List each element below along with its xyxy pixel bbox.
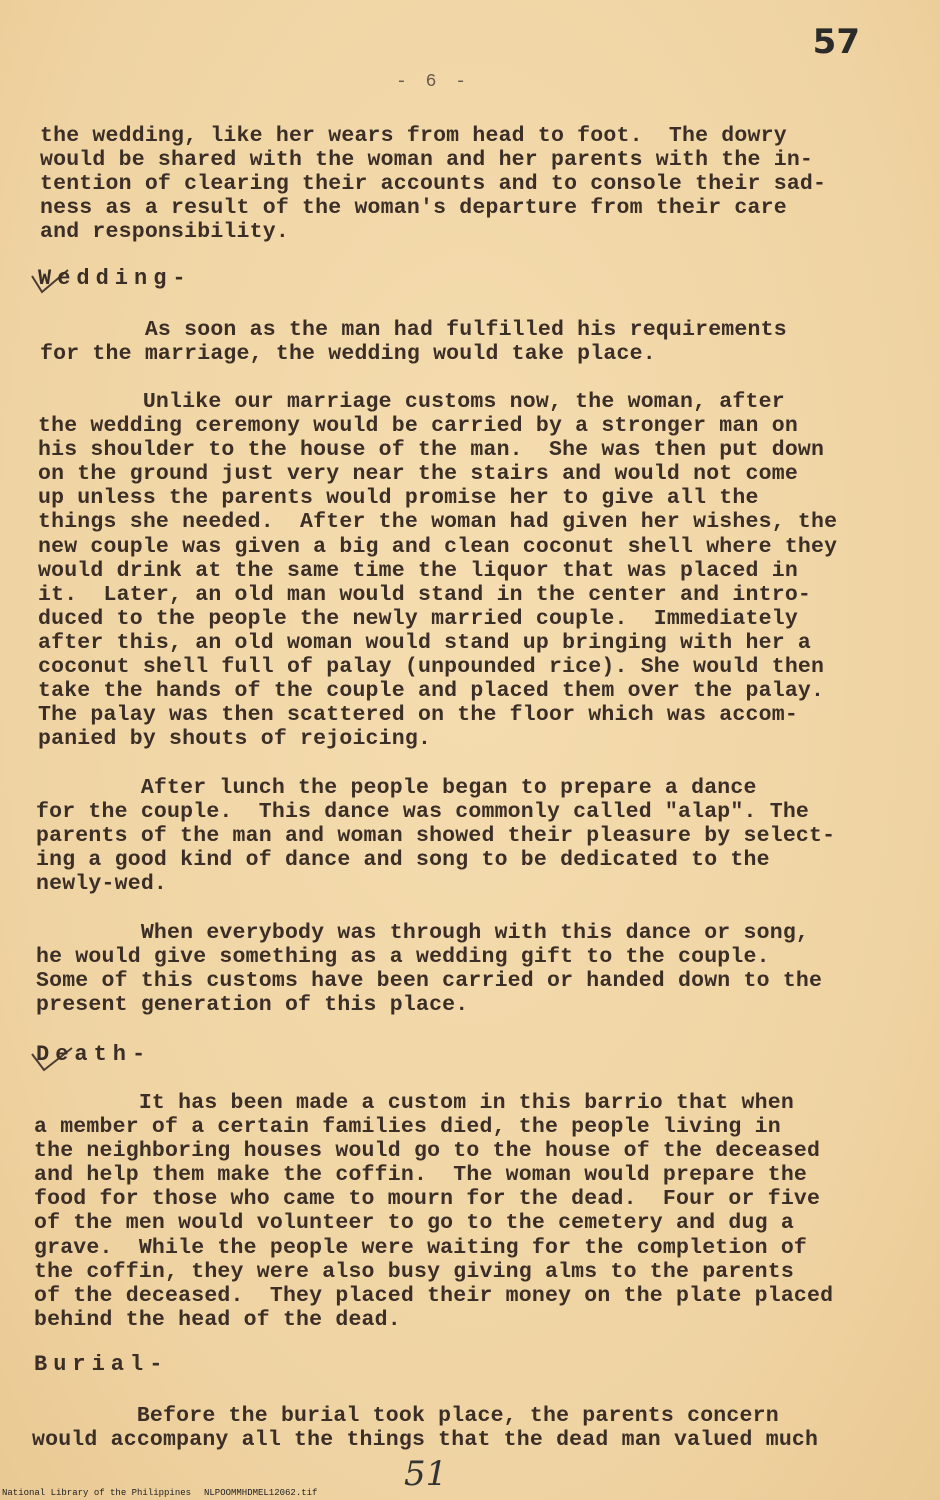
footer-library: National Library of the Philippines (2, 1488, 192, 1498)
footer-file-id: NLPOOMMHDMEL12062.tif (204, 1488, 318, 1498)
heading-death: Death- (36, 1042, 152, 1067)
paragraph-dowry: the wedding, like her wears from head to foot. The dowry would be shared with the woman and her parents with the in- tention of clearing their accounts and to console their sad- ness as a result of the woman's departure from their care and responsibility. (40, 124, 827, 245)
page-number-top: 57 (812, 22, 860, 62)
paragraph-marriage-customs: Unlike our marriage customs now, the woman, after the wedding ceremony would be carried by a stronger man on his shoulder to the house of the man. She was then put down on the ground just very near the stairs and would not come up unless the parents would promise her to give all the things she needed. After the woman had given her wishes, the new couple was given a big and clean coconut shell where they would drink at the same time the liquor that was placed in it. Later, an old man would stand in the center and intro- duced to the people the newly married couple. Immediately after this, an old woman would stand up bringing with her a coconut shell full of palay (unpounded rice). She would then take the hands of the couple and placed them over the palay. The palay was then scattered on the floor which was accom- panied by shouts of rejoicing. (38, 390, 838, 752)
paragraph-burial: Before the burial took place, the parents concern would accompany all the things that the dead man valued much (32, 1404, 819, 1453)
heading-burial: Burial- (34, 1352, 169, 1377)
page-marker: - 6 - (396, 72, 471, 92)
heading-wedding: Wedding- (38, 266, 192, 291)
paragraph-wedding-gift: When everybody was through with this dance or song, he would give something as a wedding gift to the couple. Some of this customs have been carried or handed down to the present generation of this place. (36, 921, 823, 1018)
paragraph-death-custom: It has been made a custom in this barrio that when a member of a certain families died, the people living in the neighboring houses would go to the house of the deceased and help them make the coffin. The woman would prepare the food for those who came to mourn for the dead. Four or five of the men would volunteer to go to the cemetery and dug a grave. While the people were waiting for the completion of the coffin, they were also busy giving alms to the parents of the deceased. They placed their money on the plate placed behind the head of the dead. (34, 1091, 834, 1332)
paragraph-wedding-intro: As soon as the man had fulfilled his requirements for the marriage, the wedding would take place. (40, 318, 787, 367)
handwritten-page-number: 51 (404, 1454, 448, 1494)
paragraph-dance: After lunch the people began to prepare a dance for the couple. This dance was commonly called "alap". The parents of the man and woman showed their pleasure by select- ing a good kind of dance and song to be dedicated to the newly-wed. (36, 776, 836, 897)
